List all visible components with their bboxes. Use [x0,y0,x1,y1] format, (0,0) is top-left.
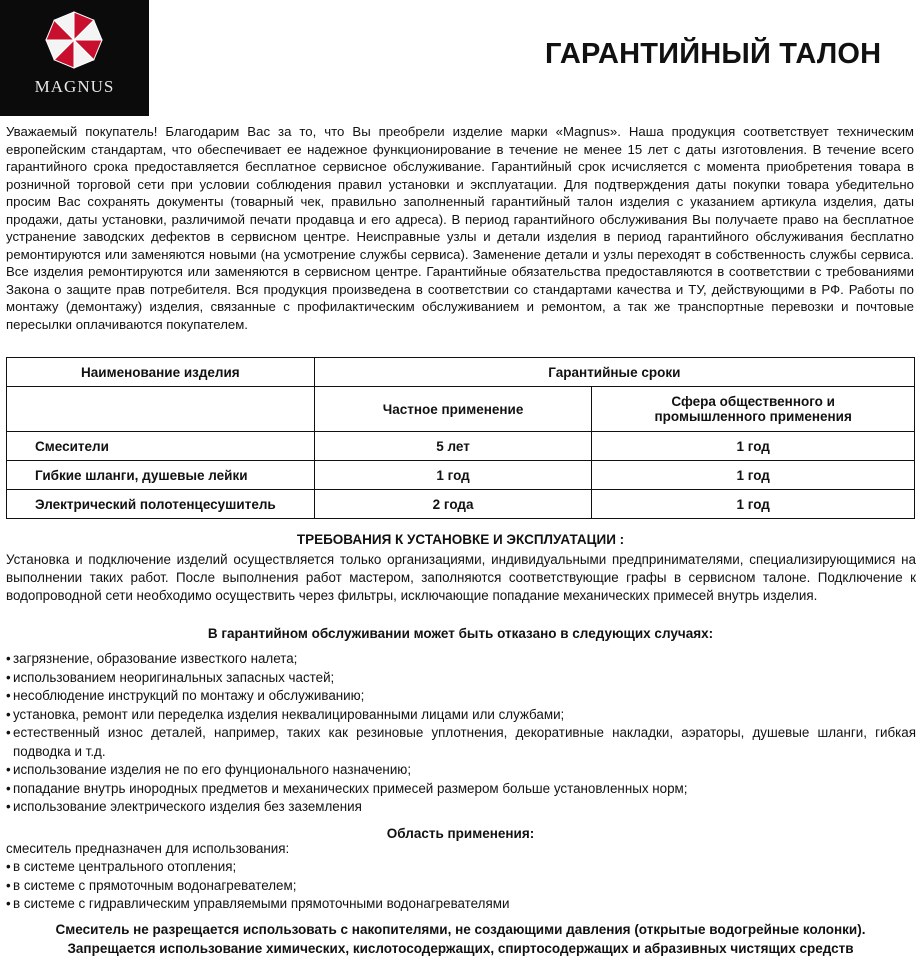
row-public-term: 1 год [592,432,915,461]
subheader-private-use: Частное применение [314,387,592,432]
subheader-public-use [592,387,915,432]
table-row [7,490,915,519]
page-title: ГАРАНТИЙНЫЙ ТАЛОН [545,38,882,70]
table-row [7,432,915,461]
footer-line-1: Смеситель не разрещается использовать с накопителями, не создающими давления (открытые водогрейные колонки). [55,922,866,937]
header-warranty-terms: Гарантийные сроки [314,358,914,387]
footer-notes [0,920,921,958]
list-item: • в системе с прямоточным водонагревателем; [6,877,916,896]
list-item: • естественный износ деталей, например, таких как резиновые уплотнения, декоративные накладки, аэраторы, душевые шланги, гибкая подводка и т.д. [6,724,916,761]
list-item: • попадание внутрь инородных предметов и механических примесей размером больше установленных норм; [6,780,916,799]
row-product-name: Электрический полотенцесушитель [7,490,315,519]
brand-logo [0,0,149,116]
list-item: • несоблюдение инструкций по монтажу и обслуживанию; [6,687,916,706]
subheader-empty-cell [7,387,315,432]
row-product-name: Смесители [7,432,315,461]
list-item: • в системе центрального отопления; [6,858,916,877]
subheader-public-line1: Сфера общественного и [671,394,835,409]
refusal-list [6,650,916,817]
row-public-term: 1 год [592,461,915,490]
row-private-term: 1 год [314,461,592,490]
table-row [7,461,915,490]
intro-paragraph: Уважаемый покупатель! Благодарим Вас за то, что Вы преобрели изделие марки «Magnus». Наша продукция соответствует техническим европейским стандартам, что обеспечивает ее надежное функционирование в течение не менее 15 лет с даты изготовления. В течение всего гарантийного срока предоставляется бесплатное сервисное обслуживание. Гарантийный срок исчисляется с момента приобретения товара в розничной торговой сети при условии соблюдения правил установки и эксплуатации. Для подтверждения даты покупки товара убедительно просим Вас сохранять документы (товарный чек, правильно заполненный гарантийный талон изделия с указанием артикула изделия, даты продажи, даты установки, различимой печати продавца и его адреса). В период гарантийного обслуживания Вы получаете право на бесплатное устранение заводских дефектов в сервисном центре. Неисправные узлы и детали изделия в период гарантийного обслуживания бесплатно ремонтируются или заменяются новыми (на усмотрение службы сервиса). Заменение детали и узлы переходят в собственность службы сервиса. Все изделия ремонтируются или заменяются в сервисном центре. Гарантийные обязательства предоставляются в соответствии с требованиями Закона о защите прав потребителя. Вся продукция произведена в соответствии со стандартами качества и ТУ, действующими в РФ. Работы по монтажу (демонтажу) изделия, связанные с профилактическим обслуживанием и ремонтом, а так же транспортные перевозки и почтовые пересылки оплачиваются покупателем. [6,124,914,332]
warranty-table [6,357,915,519]
usage-lead-text: смеситель предназначен для использования: [6,841,290,856]
footer-line-2: Запрещается использование химических, кислотосодержащих, спиртосодержащих и абразивных чистящих средств [67,941,854,956]
row-product-name: Гибкие шланги, душевые лейки [7,461,315,490]
usage-title: Область применения: [386,826,535,841]
header-product-name: Наименование изделия [7,358,315,387]
requirements-paragraph: Установка и подключение изделий осуществляется только организациями, индивидуальными предпринимателями, специализирующимися на выполнении таких работ. После выполнения работ мастером, заполняются соответствующие графы в сервисном талоне. Подключение к водопроводной сети необходимо осуществить через фильтры, исключающие попадание механических примесей внутрь изделия. [6,552,916,603]
list-item: • использование электрического изделия без заземления [6,798,916,817]
row-private-term: 2 года [314,490,592,519]
list-item: • использованием неоригинальных запасных частей; [6,669,916,688]
logo-brand-text: MAGNUS [34,77,115,96]
umbrella-logo-icon [44,10,104,70]
table-subheader-row [7,387,915,432]
usage-list [6,858,916,914]
row-private-term: 5 лет [314,432,592,461]
row-public-term: 1 год [592,490,915,519]
list-item: • загрязнение, образование известкого налета; [6,650,916,669]
list-item: • установка, ремонт или переделка изделия неквалицированными лицами или службами; [6,706,916,725]
list-item: • в системе с гидравлическим управляемыми прямоточными водонагревателями [6,895,916,914]
refusal-title: В гарантийном обслуживании может быть отказано в следующих случаях: [207,626,714,641]
requirements-title: ТРЕБОВАНИЯ К УСТАНОВКЕ И ЭКСПЛУАТАЦИИ : [296,532,625,547]
subheader-public-line2: промышленного применения [654,409,852,424]
table-header-row [7,358,915,387]
list-item: • использование изделия не по его фунционального назначению; [6,761,916,780]
